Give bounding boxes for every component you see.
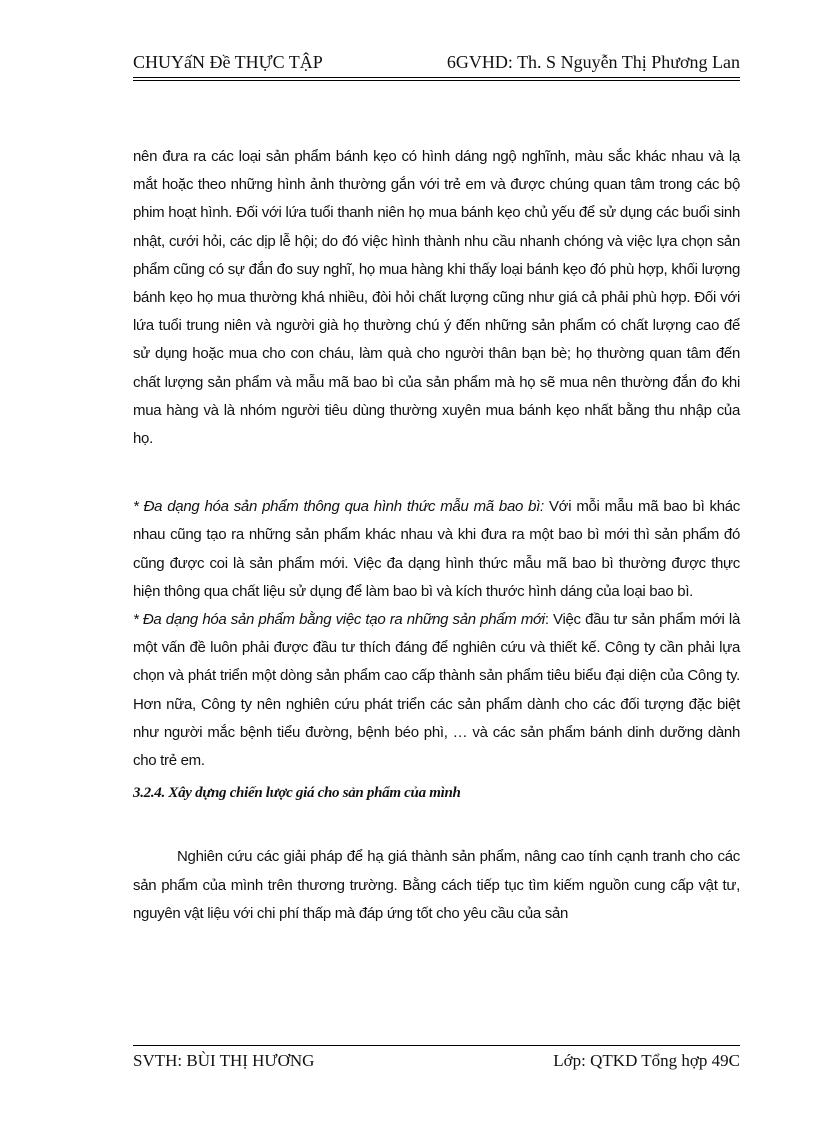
paragraph-packaging [133,493,740,606]
paragraph-pricing: Nghiên cứu các giải pháp để hạ giá thành sản phẩm, nâng cao tính cạnh tranh cho các sản phẩm của mình trên thương trường. Bằng cách tiếp tục tìm kiếm nguồn cung cấp vật tư, nguyên vật liệu với chi phí thấp mà đáp ứng tốt cho yêu cầu của sản [133,848,740,922]
paragraph-new-products [133,606,740,775]
footer-rule [133,1045,740,1046]
footer-class: Lớp: QTKD Tổng hợp 49C [553,1051,740,1070]
packaging-label: * Đa dạng hóa sản phẩm thông qua hình thức mẫu mã bao bì: [133,498,544,516]
new-products-label: * Đa dạng hóa sản phẩm bằng việc tạo ra những sản phẩm mới [133,611,545,629]
header-title: CHUYấN Đề THỰC TẬP [133,52,323,72]
header-rule-bottom [133,80,740,81]
footer-student: SVTH: BÙI THỊ HƯƠNG [133,1051,315,1070]
paragraph-consumer-ages: nên đưa ra các loại sản phẩm bánh kẹo có hình dáng ngộ nghĩnh, màu sắc khác nhau và lạ mắt hoặc theo những hình ảnh thường gắn với trẻ em và được chúng quan tâm trong các bộ phim hoạt hình. Đối với lứa tuổi thanh niên họ mua bánh kẹo chủ yếu để sử dụng các buổi sinh nhật, cưới hỏi, các dịp lễ hội; do đó việc hình thành nhu cầu nhanh chóng và việc lựa chọn sản phẩm cũng có sự đắn đo suy nghĩ, họ mua hàng khi thấy loại bánh kẹo đó phù hợp, khối lượng bánh kẹo họ mua thường khá nhiều, đòi hỏi chất lượng cũng như giá cả phải phù hợp. Đối với lứa tuổi trung niên và người già họ thường chú ý đến những sản phẩm có chất lượng cao để sử dụng hoặc mua cho con cháu, làm quà cho người thân bạn bè; họ thường quan tâm đến chất lượng sản phẩm và mẫu mã bao bì của sản phẩm mà họ sẽ mua nên thường đắn đo khi mua hàng và là nhóm người tiêu dùng thường xuyên mua bánh kẹo nhất bằng thu nhập của họ. [133,148,740,448]
new-products-text: : Việc đầu tư sản phẩm mới là một vấn đề luôn phải được đầu tư thích đáng để nghiên cứu và thiết kế. Công ty cần phải lựa chọn và phát triển một dòng sản phẩm cao cấp thành sản phẩm tiêu biểu đại diện của Công ty. Hơn nữa, Công ty nên nghiên cứu phát triển các sản phẩm dành cho các đối tượng đặc biệt như người mắc bệnh tiểu đường, bệnh béo phì, … và các sản phẩm bánh dinh dưỡng dành cho trẻ em. [133,611,740,770]
packaging-text: Với mỗi mẫu mã bao bì khác nhau cũng tạo ra những sản phẩm khác nhau và khi đưa ra một bao bì mới thì sản phẩm đó cũng được coi là sản phẩm mới. Việc đa dạng hình thức mẫu mã bao bì thường được thực hiện thông qua chất liệu sử dụng để làm bao bì và kích thước hình dáng của loại bao bì. [133,498,740,600]
header-rule-top [133,77,740,78]
spacer [133,807,740,843]
page-body [133,143,740,928]
spacer [133,453,740,493]
section-heading: 3.2.4. Xây dựng chiến lược giá cho sản phẩm của mình [133,785,461,802]
page-footer [133,1051,740,1075]
page-header [133,50,740,80]
header-supervisor: 6GVHD: Th. S Nguyễn Thị Phương Lan [446,52,740,72]
